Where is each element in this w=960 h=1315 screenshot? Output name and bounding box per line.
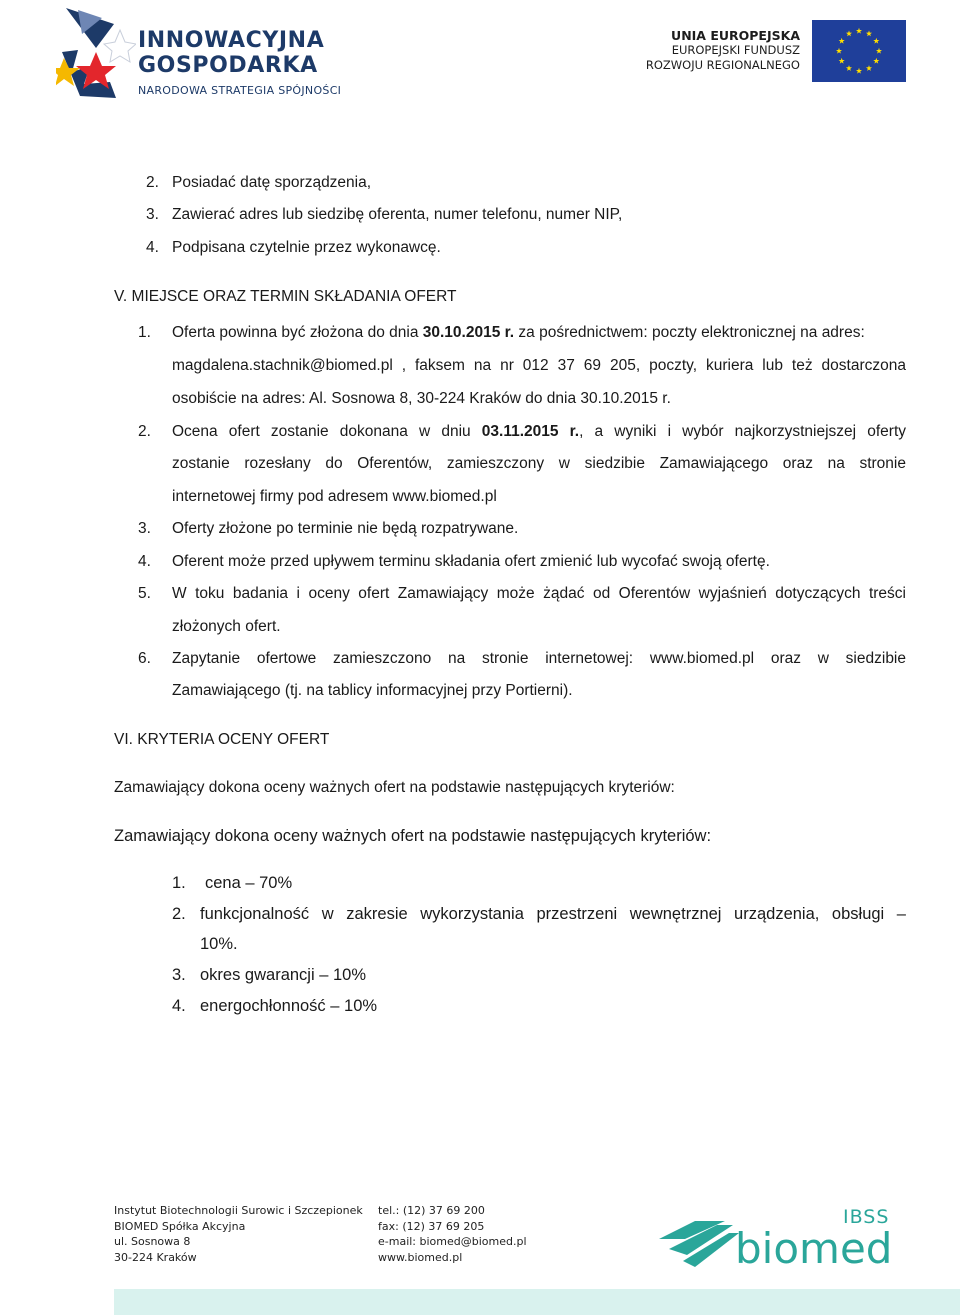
criteria-number: 2. bbox=[172, 905, 186, 923]
footer-institute: Instytut Biotechnologii Surowic i Szczepionek bbox=[114, 1204, 363, 1217]
section-heading-vi: VI. KRYTERIA OCENY OFERT bbox=[114, 731, 330, 748]
list-item: Podpisana czytelnie przez wykonawcę. bbox=[172, 239, 441, 256]
item3-text: Oferty złożone po terminie nie będą rozpatrywane. bbox=[172, 520, 519, 537]
page-footer bbox=[0, 1195, 960, 1315]
eu-flag-icon bbox=[812, 20, 906, 82]
logo-biomed-text: biomed bbox=[735, 1224, 893, 1273]
criteria-number: 3. bbox=[172, 966, 186, 984]
list-item-number: 4. bbox=[146, 239, 159, 256]
criteria-intro: Zamawiający dokona oceny ważnych ofert na podstawie następujących kryteriów: bbox=[114, 779, 675, 796]
item1-line2: magdalena.stachnik@biomed.pl , faksem na nr 012 37 69 205, poczty, kuriera lub też dostarczona bbox=[172, 357, 906, 374]
criteria-intro-repeat: Zamawiający dokona oceny ważnych ofert na podstawie następujących kryteriów: bbox=[114, 827, 712, 845]
list-item: Posiadać datę sporządzenia, bbox=[172, 174, 372, 191]
criteria-item-functionality-weight: 10%. bbox=[200, 935, 238, 953]
item6-line1: Zapytanie ofertowe zamieszczono na stronie internetowej: www.biomed.pl oraz w siedzibie bbox=[172, 650, 906, 667]
item2-text-a: Ocena ofert zostanie dokonana w dniu bbox=[172, 423, 482, 440]
list-item-number: 3. bbox=[146, 206, 159, 223]
logo-ibss-text: IBSS bbox=[843, 1206, 890, 1228]
list-item-number: 1. bbox=[138, 324, 151, 341]
footer-address bbox=[114, 1203, 363, 1265]
criteria-item-functionality: funkcjonalność w zakresie wykorzystania przestrzeni wewnętrznej urządzenia, obsługi – bbox=[200, 905, 906, 923]
footer-company: BIOMED Spółka Akcyjna bbox=[114, 1219, 246, 1233]
list-item-number: 2. bbox=[146, 174, 159, 191]
section-heading-v: V. MIEJSCE ORAZ TERMIN SKŁADANIA OFERT bbox=[114, 288, 457, 305]
item2-text-c: , a wyniki i wybór najkorzystniejszej oferty bbox=[579, 423, 907, 440]
list-item-number: 3. bbox=[138, 520, 151, 537]
list-item-number: 6. bbox=[138, 650, 151, 667]
eu-line-fundusz: EUROPEJSKI FUNDUSZ bbox=[671, 43, 800, 57]
innowacyjna-gospodarka-logo bbox=[56, 4, 356, 100]
criteria-number: 1. bbox=[172, 874, 186, 892]
biomed-swoosh-icon bbox=[655, 1203, 910, 1273]
item6-line2: Zamawiającego (tj. na tablicy informacyjnej przy Portierni). bbox=[172, 682, 573, 699]
footer-contact bbox=[378, 1203, 527, 1265]
criteria-number: 4. bbox=[172, 997, 186, 1015]
item1-deadline-date: 30.10.2015 r. bbox=[422, 324, 515, 341]
item5-line2: złożonych ofert. bbox=[172, 618, 281, 635]
eu-regional-fund-logo bbox=[606, 20, 906, 82]
item2-evaluation-date: 03.11.2015 r. bbox=[481, 423, 580, 440]
list-item-number: 4. bbox=[138, 553, 151, 570]
item1-text-c: za pośrednictwem: poczty elektronicznej na adres: bbox=[514, 324, 865, 341]
item1-text-a: Oferta powinna być złożona do dnia bbox=[172, 324, 423, 341]
item2-line3: internetowej firmy pod adresem www.biomed.pl bbox=[172, 488, 497, 505]
criteria-item-energy: energochłonność – 10% bbox=[200, 997, 378, 1015]
criteria-item-price: cena – 70% bbox=[205, 874, 293, 892]
item1-line1 bbox=[172, 323, 865, 343]
footer-phone: tel.: (12) 37 69 200 bbox=[378, 1204, 485, 1217]
footer-street: ul. Sosnowa 8 bbox=[114, 1235, 191, 1248]
logo-line-strategia: NARODOWA STRATEGIA SPÓJNOŚCI bbox=[138, 84, 342, 97]
footer-website: www.biomed.pl bbox=[378, 1250, 463, 1264]
footer-fax: fax: (12) 37 69 205 bbox=[378, 1219, 485, 1233]
item4-text: Oferent może przed upływem terminu składania ofert zmienić lub wycofać swoją ofertę. bbox=[172, 553, 770, 570]
list-item: Zawierać adres lub siedzibę oferenta, numer telefonu, numer NIP, bbox=[172, 206, 623, 223]
ibss-biomed-logo bbox=[655, 1203, 910, 1273]
criteria-item-warranty: okres gwarancji – 10% bbox=[200, 966, 366, 984]
page-header bbox=[0, 0, 960, 110]
logo-line-innowacyjna: INNOWACYJNA bbox=[138, 28, 325, 53]
item5-line1: W toku badania i oceny ofert Zamawiający może żądać od Oferentów wyjaśnień dotyczących treści bbox=[172, 585, 906, 602]
footer-email: e-mail: biomed@biomed.pl bbox=[378, 1235, 527, 1248]
footer-accent-bar bbox=[114, 1289, 960, 1315]
item1-line3: osobiście na adres: Al. Sosnowa 8, 30-224 Kraków do dnia 30.10.2015 r. bbox=[172, 390, 671, 407]
eu-line-rozwoju: ROZWOJU REGIONALNEGO bbox=[645, 58, 800, 72]
eu-line-unia: UNIA EUROPEJSKA bbox=[671, 28, 800, 43]
list-item-number: 2. bbox=[138, 423, 151, 440]
item2-line2: zostanie rozesłany do Oferentów, zamieszczony w siedzibie Zamawiającego oraz na stronie bbox=[172, 455, 906, 472]
stars-emblem-icon bbox=[56, 4, 136, 100]
logo-line-gospodarka: GOSPODARKA bbox=[138, 53, 318, 78]
list-item-number: 5. bbox=[138, 585, 151, 602]
item2-line1 bbox=[172, 422, 906, 442]
footer-city: 30-224 Kraków bbox=[114, 1250, 197, 1264]
